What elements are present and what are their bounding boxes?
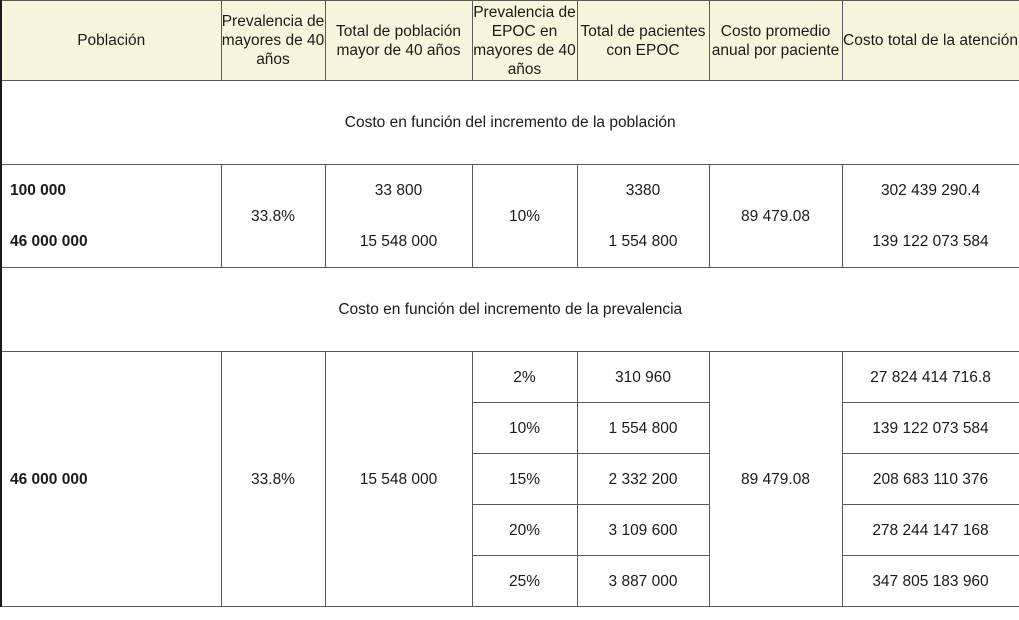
cell-prevalencia-epoc: 10% <box>472 165 577 268</box>
cell-prevalencia-mayores: 33.8% <box>221 165 325 268</box>
poblacion-value: 100 000 <box>10 182 67 199</box>
cell-prevalencia-epoc: 10% <box>472 403 577 454</box>
total-mayores-value: 33 800 <box>374 182 423 199</box>
cell-poblacion <box>1 165 221 268</box>
cell-pacientes-epoc: 1 554 800 <box>577 403 709 454</box>
header-poblacion: Población <box>1 1 221 81</box>
header-prevalencia-mayores: Prevalencia de mayores de 40 años <box>221 1 325 81</box>
cell-pacientes-epoc: 2 332 200 <box>577 454 709 505</box>
pacientes-epoc-value: 3380 <box>625 182 661 199</box>
section-title-poblacion: Costo en función del incremento de la población <box>1 81 1019 165</box>
costo-total-value: 302 439 290.4 <box>880 182 981 199</box>
cell-pacientes-epoc: 310 960 <box>577 352 709 403</box>
costo-total-stack <box>843 181 1019 251</box>
header-total-mayores: Total de población mayor de 40 años <box>325 1 472 81</box>
total-mayores-value: 15 548 000 <box>359 233 438 250</box>
cell-pacientes-epoc: 3 887 000 <box>577 556 709 607</box>
total-mayores-stack <box>326 181 472 251</box>
cell-costo-total <box>842 165 1019 268</box>
header-prevalencia-epoc: Prevalencia de EPOC en mayores de 40 años <box>472 1 577 81</box>
cell-total-mayores: 15 548 000 <box>325 352 472 607</box>
poblacion-stack <box>10 181 221 251</box>
header-costo-total: Costo total de la atención <box>842 1 1019 81</box>
costo-total-value: 139 122 073 584 <box>872 233 989 250</box>
poblacion-value: 46 000 000 <box>10 233 88 250</box>
cell-costo-total: 208 683 110 376 <box>842 454 1019 505</box>
pacientes-epoc-value: 1 554 800 <box>608 233 678 250</box>
table-row <box>1 352 1019 403</box>
cell-costo-total: 278 244 147 168 <box>842 505 1019 556</box>
table-row-poblacion <box>1 165 1019 268</box>
header-row <box>1 1 1019 81</box>
cell-prevalencia-epoc: 20% <box>472 505 577 556</box>
cell-prevalencia-mayores: 33.8% <box>221 352 325 607</box>
cell-total-mayores <box>325 165 472 268</box>
cell-prevalencia-epoc: 2% <box>472 352 577 403</box>
header-pacientes-epoc: Total de pacientes con EPOC <box>577 1 709 81</box>
header-costo-promedio: Costo promedio anual por paciente <box>709 1 842 81</box>
cell-pacientes-epoc <box>577 165 709 268</box>
section-title-prevalencia: Costo en función del incremento de la prevalencia <box>1 268 1019 352</box>
section-row-poblacion <box>1 81 1019 165</box>
cell-costo-promedio: 89 479.08 <box>709 165 842 268</box>
cell-prevalencia-epoc: 15% <box>472 454 577 505</box>
cell-prevalencia-epoc: 25% <box>472 556 577 607</box>
cell-costo-total: 139 122 073 584 <box>842 403 1019 454</box>
cell-costo-promedio: 89 479.08 <box>709 352 842 607</box>
cell-pacientes-epoc: 3 109 600 <box>577 505 709 556</box>
pacientes-epoc-stack <box>578 181 709 251</box>
cell-poblacion: 46 000 000 <box>1 352 221 607</box>
section-row-prevalencia <box>1 268 1019 352</box>
cell-costo-total: 347 805 183 960 <box>842 556 1019 607</box>
cell-costo-total: 27 824 414 716.8 <box>842 352 1019 403</box>
